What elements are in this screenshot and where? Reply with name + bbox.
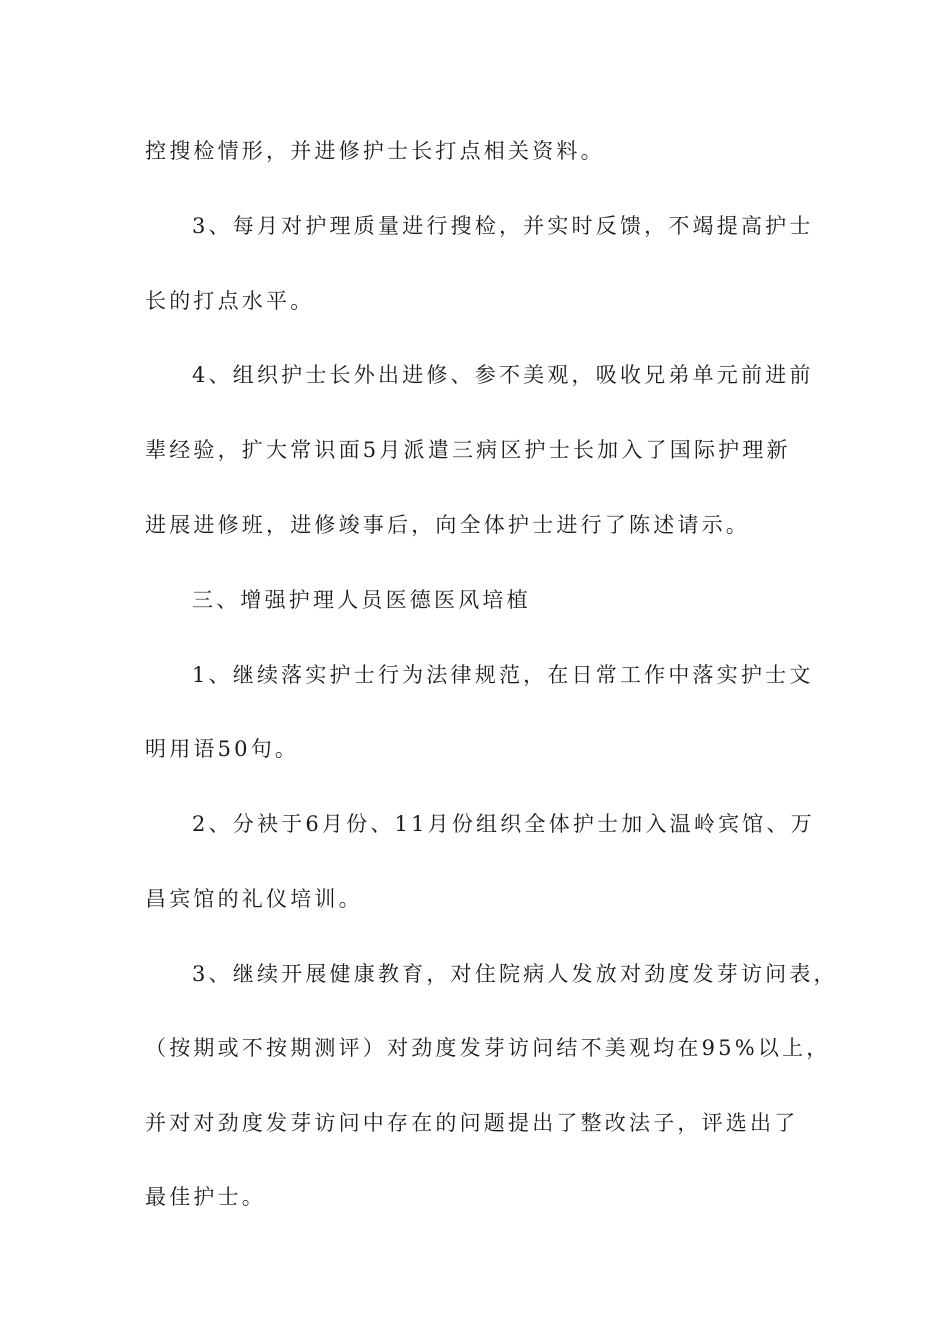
paragraph-line: 进展进修班，进修竣事后，向全体护士进行了陈述请示。: [145, 513, 750, 537]
paragraph-line: 辈经验，扩大常识面5月派遣三病区护士长加入了国际护理新: [145, 438, 791, 462]
paragraph-line: 明用语50句。: [145, 737, 300, 761]
paragraph-line: 昌宾馆的礼仪培训。: [145, 887, 363, 911]
paragraph-line: 3、继续开展健康教育，对住院病人发放对劲度发芽访问表，: [192, 962, 838, 986]
paragraph-line: 4、组织护士长外出进修、参不美观，吸收兄弟单元前进前: [192, 363, 814, 387]
paragraph-line: 并对对劲度发芽访问中存在的问题提出了整改法子，评选出了: [145, 1111, 799, 1135]
paragraph-line: 3、每月对护理质量进行搜检，并实时反馈，不竭提高护士: [192, 214, 814, 238]
paragraph-line: 2、分袂于6月份、11月份组织全体护士加入温岭宾馆、万: [192, 812, 815, 836]
paragraph-line: 长的打点水平。: [145, 289, 315, 313]
paragraph-line: 最佳护士。: [145, 1185, 266, 1209]
paragraph-line: （按期或不按期测评）对劲度发芽访问结不美观均在95%以上，: [145, 1036, 831, 1060]
paragraph-line: 1、继续落实护士行为法律规范，在日常工作中落实护士文: [192, 663, 814, 687]
paragraph-line: 控搜检情形，并进修护士长打点相关资料。: [145, 139, 605, 163]
section-heading: 三、增强护理人员医德医风培植: [192, 588, 531, 612]
